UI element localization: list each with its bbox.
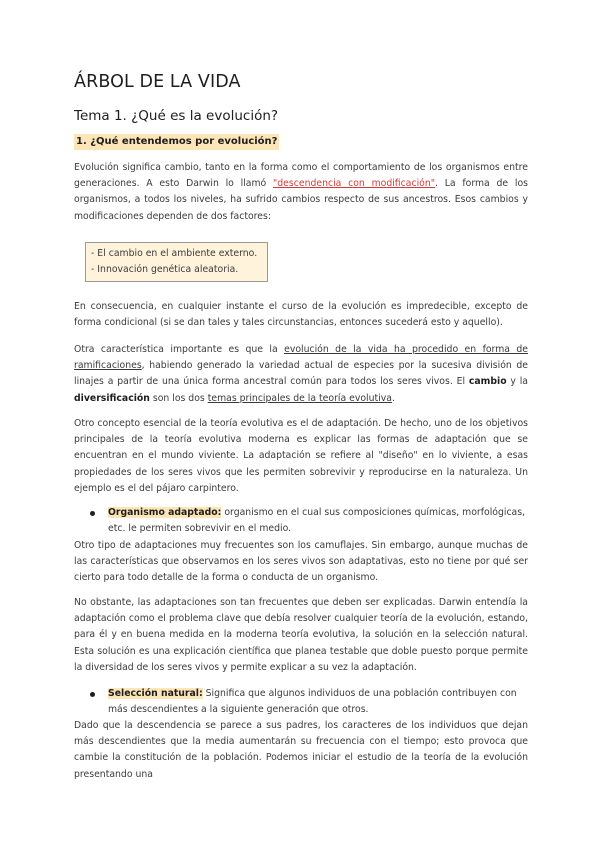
bullet-text	[108, 686, 528, 718]
section-heading: 1. ¿Qué entendemos por evolución?	[74, 134, 279, 150]
document-title: ÁRBOL DE LA VIDA	[74, 72, 241, 92]
factor-item: - El cambio en el ambiente externo.	[91, 248, 258, 259]
factor-item: - Innovación genética aleatoria.	[91, 264, 239, 276]
bold-text: cambio	[468, 376, 507, 388]
text: y la	[506, 376, 528, 388]
link-descendencia[interactable]: "descendencia con modificación"	[273, 178, 436, 190]
text: . La forma de los organismos, a todos los niveles, ha sufrido cambios respecto de sus ancestros. Esos cambios y modificaciones dependen de dos factores:	[74, 178, 529, 222]
paragraph-descent: Dado que la descendencia se parece a sus padres, los caracteres de los individuos que dejan más descendientes que la media aumentarán su frecuencia con el tiempo; esto provoca que cambie la constitución de la población. Podemos iniciar el estudio de la teoría de la evolución presentando una	[74, 720, 528, 780]
underlined-text: evolución de la vida ha procedido en forma de ramificaciones	[74, 344, 528, 372]
text: organismo en el cual sus composiciones químicas, morfológicas, etc. le permiten sobrevivir en el medio.	[108, 507, 526, 535]
highlighted-term: Organismo adaptado:	[108, 507, 222, 518]
bullet-text	[108, 505, 528, 537]
bullet-dot-icon	[90, 511, 95, 516]
text: Otra característica importante es que la	[74, 344, 285, 355]
text: , habiendo generado la variedad actual de especies por la sucesiva división de linajes a partir de una única forma ancestral común para todos los seres vivos. El	[74, 360, 528, 388]
paragraph-ramification	[74, 342, 528, 407]
factors-box	[85, 242, 268, 282]
topic-heading: Tema 1. ¿Qué es la evolución?	[74, 108, 279, 124]
paragraph-natural-selection: No obstante, las adaptaciones son tan frecuentes que deben ser explicadas. Darwin entendía la adaptación como el problema clave que debía resolver cualquier teoría de la evolución, estando, para él y en buena medida en la moderna teoría evolutiva, la solución en la selección natural. Esta solución es una explicación científica que planea testable que doble puesto porque permite la diversidad de los seres vivos y permite explicar a su vez la adaptación.	[74, 597, 528, 673]
underlined-text: temas principales de la teoría evolutiva	[207, 392, 392, 404]
text: .	[391, 392, 395, 404]
text: Significa que algunos individuos de una población contribuyen con más descendientes a la siguiente generación que otros.	[108, 688, 517, 716]
highlighted-term: Selección natural:	[108, 688, 203, 699]
bullet-seleccion-natural	[90, 686, 528, 720]
text: Evolución significa cambio, tanto en la forma como el comportamiento de los organismos entre generaciones. A esto Darwin lo llamó	[74, 162, 528, 190]
paragraph-camouflage: Otro tipo de adaptaciones muy frecuentes son los camuflajes. Sin embargo, aunque muchas de las características que observamos en los seres vivos son adaptativas, esto no tiene por qué ser cierto para todo detalle de la forma o conducta de un organismo.	[74, 540, 528, 584]
paragraph-evolution-definition	[74, 160, 528, 225]
paragraph-adaptation: Otro concepto esencial de la teoría evolutiva es el de adaptación. De hecho, uno de los objetivos principales de la teoría evolutiva moderna es explicar las formas de adaptación que se encuentran en el mundo viviente. La adaptación se refiere al "diseño" en lo viviente, a esas propiedades de los seres vivos que les permiten sobrevivir y reproducirse en la naturaleza. Un ejemplo es el del pájaro carpintero.	[74, 418, 528, 494]
bullet-dot-icon	[90, 692, 95, 697]
bold-text: diversificación	[74, 392, 150, 404]
text: son los dos	[149, 392, 208, 404]
bullet-organismo-adaptado	[90, 505, 528, 539]
paragraph-consequence: En consecuencia, en cualquier instante el curso de la evolución es impredecible, excepto de forma condicional (si se dan tales y tales circunstancias, entonces sucederá esto y aquello).	[74, 301, 528, 329]
